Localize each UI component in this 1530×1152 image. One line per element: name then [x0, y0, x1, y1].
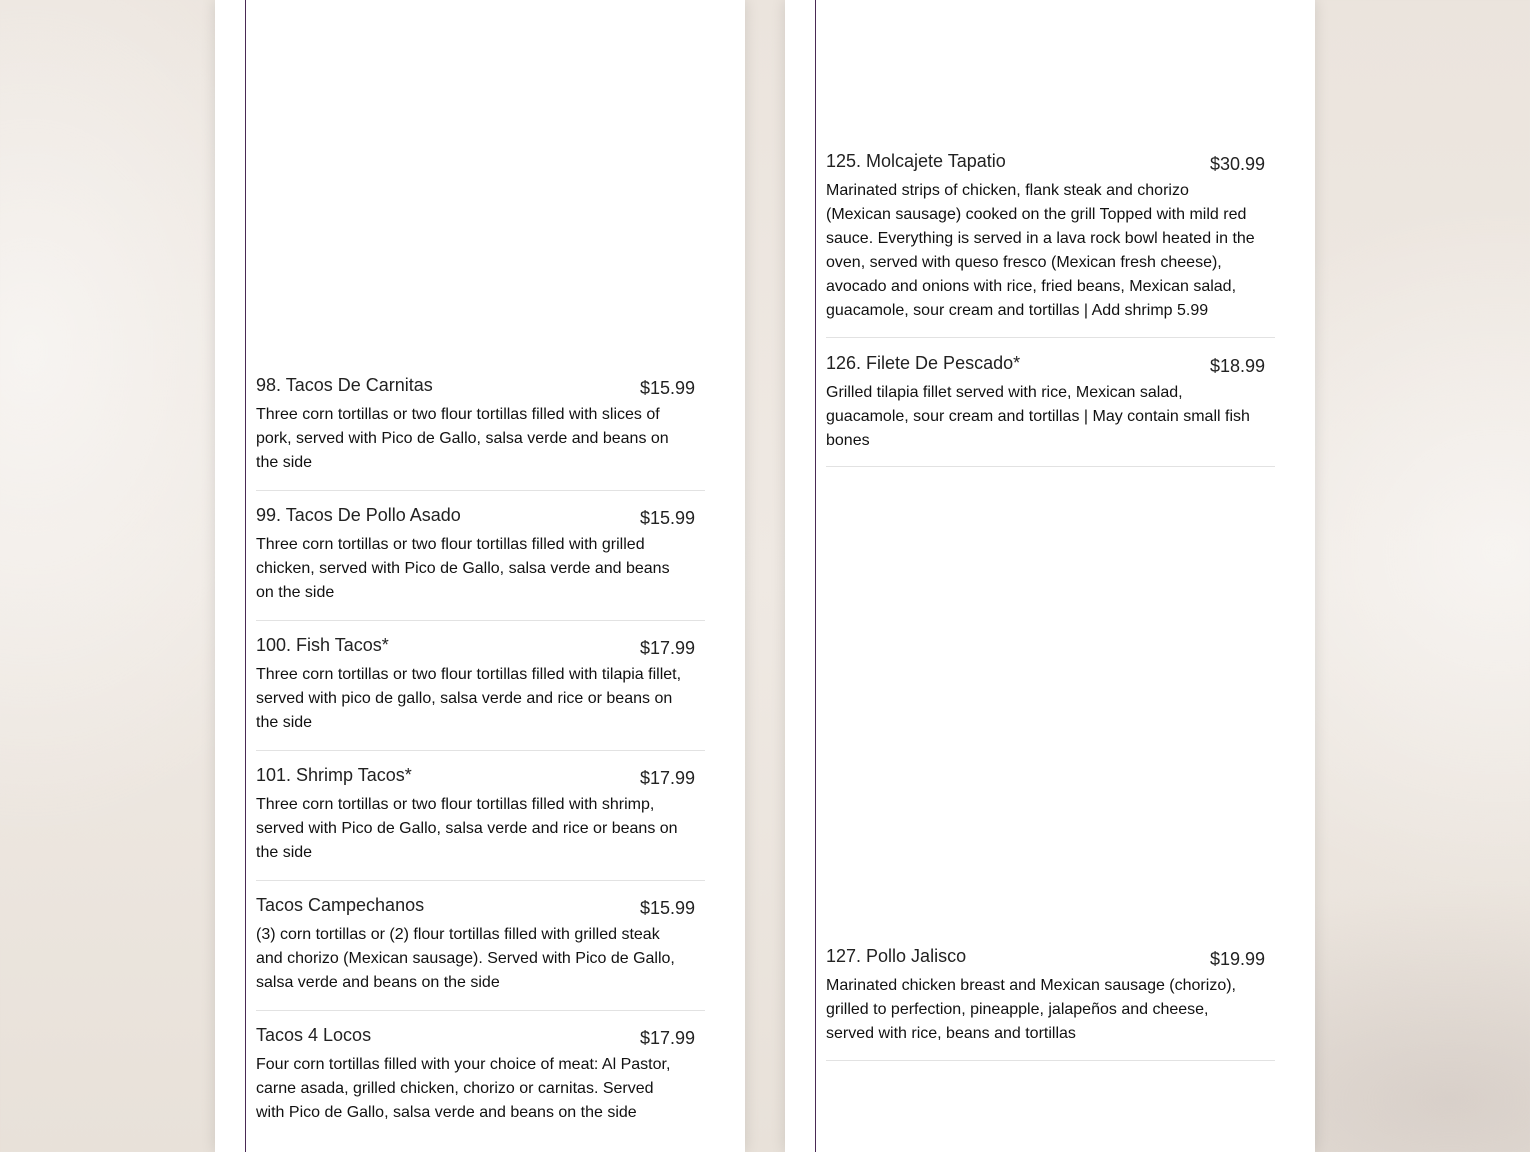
menu-item-price: $15.99: [639, 378, 695, 398]
menu-item-description: Grilled tilapia fillet served with rice, Mexican salad, guacamole, sour cream and tortillas | May contain small fish bones: [826, 384, 1250, 449]
menu-item-description: (3) corn tortillas or (2) flour tortillas filled with grilled steak and chorizo (Mexican sausage). Served with Pico de Gallo, salsa verde and beans on the side: [256, 926, 675, 991]
menu-item-price: $30.99: [1209, 154, 1265, 174]
menu-item-name: Tacos 4 Locos: [256, 1025, 372, 1045]
panel-border: [245, 0, 246, 1152]
menu-item-name: 125. Molcajete Tapatio: [826, 151, 1006, 171]
menu-panel-left: [215, 0, 745, 1152]
menu-item-name: 101. Shrimp Tacos*: [256, 765, 412, 785]
menu-item-description: Four corn tortillas filled with your choice of meat: Al Pastor, carne asada, grilled chicken, chorizo or carnitas. Served with Pico de Gallo, salsa verde and beans on the side: [256, 1056, 671, 1121]
menu-item-price: $17.99: [639, 638, 695, 658]
menu-item-description: Three corn tortillas or two flour tortillas filled with grilled chicken, served with Pico de Gallo, salsa verde and beans on the side: [256, 536, 670, 601]
menu-item-price: $19.99: [1209, 949, 1265, 969]
panel-border: [815, 0, 816, 1152]
menu-item[interactable]: [256, 895, 705, 1011]
menu-item-description: Marinated chicken breast and Mexican sausage (chorizo), grilled to perfection, pineapple, jalapeños and cheese, served with rice, beans and tortillas: [826, 977, 1236, 1042]
menu-item[interactable]: [826, 151, 1275, 338]
menu-item-price: $15.99: [639, 898, 695, 918]
menu-item-name: 98. Tacos De Carnitas: [256, 375, 433, 395]
menu-item[interactable]: [256, 765, 705, 881]
menu-item[interactable]: [256, 375, 705, 491]
menu-item-name: 127. Pollo Jalisco: [826, 946, 967, 966]
menu-item[interactable]: [256, 505, 705, 621]
menu-item-price: $17.99: [639, 1028, 695, 1048]
menu-item-description: Three corn tortillas or two flour tortillas filled with shrimp, served with Pico de Gallo, salsa verde and rice or beans on the side: [256, 796, 678, 861]
menu-panel-right: [785, 0, 1315, 1152]
menu-item-price: $15.99: [639, 508, 695, 528]
menu-item-description: Marinated strips of chicken, flank steak and chorizo (Mexican sausage) cooked on the grill Topped with mild red sauce. Everything is served in a lava rock bowl heated in the oven, served with queso fresco (Mexican fresh cheese), avocado and onions with rice, fried beans, Mexican salad, guacamole, sour cream and tortillas | Add shrimp 5.99: [826, 182, 1255, 319]
menu-item-price: $17.99: [639, 768, 695, 788]
menu-item-price: $18.99: [1209, 356, 1265, 376]
menu-item[interactable]: [256, 1025, 705, 1152]
menu-item-name: 99. Tacos De Pollo Asado: [256, 505, 461, 525]
menu-item-description: Three corn tortillas or two flour tortillas filled with slices of pork, served with Pico de Gallo, salsa verde and beans on the side: [256, 406, 669, 471]
menu-item[interactable]: [826, 946, 1275, 1061]
menu-item[interactable]: [256, 635, 705, 751]
menu-item-description: Three corn tortillas or two flour tortillas filled with tilapia fillet, served with pico de gallo, salsa verde and rice or beans on the side: [256, 666, 682, 731]
menu-item[interactable]: [826, 353, 1275, 467]
menu-item-name: 100. Fish Tacos*: [256, 635, 389, 655]
menu-item-name: Tacos Campechanos: [256, 895, 425, 915]
menu-item-name: 126. Filete De Pescado*: [826, 353, 1021, 373]
